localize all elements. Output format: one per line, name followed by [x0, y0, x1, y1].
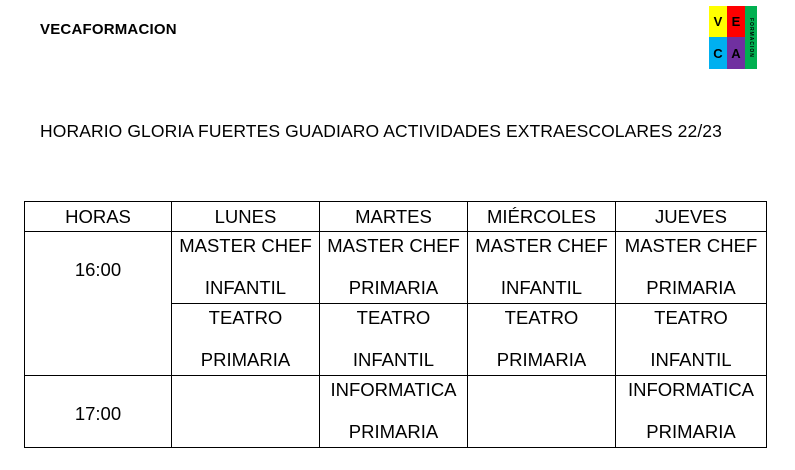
logo-letter-v: V — [709, 6, 727, 37]
activity-cell — [320, 304, 468, 376]
brand-name: VECAFORMACION — [40, 21, 177, 38]
activity-level: INFANTIL — [500, 277, 583, 298]
activity-cell — [320, 232, 468, 304]
activity-level: INFANTIL — [204, 277, 287, 298]
logo-side-band — [745, 6, 757, 69]
vecaformacion-logo — [709, 6, 757, 69]
time-cell — [25, 232, 172, 376]
header-martes: MARTES — [320, 202, 468, 232]
activity-level: PRIMARIA — [646, 421, 736, 442]
time-label: 17:00 — [74, 403, 122, 424]
activity-cell — [616, 304, 767, 376]
activity-level: INFANTIL — [650, 349, 732, 370]
activity-level: INFANTIL — [352, 349, 435, 370]
logo-letter-e: E — [727, 6, 745, 37]
activity-cell — [172, 304, 320, 376]
schedule-title: HORARIO GLORIA FUERTES GUADIARO ACTIVIDADES EXTRAESCOLARES 22/23 — [40, 121, 722, 141]
time-label: 16:00 — [74, 259, 122, 280]
logo-side-text: FORMACION — [748, 17, 754, 58]
activity-cell — [468, 232, 616, 304]
table-row — [25, 376, 767, 448]
activity-level: PRIMARIA — [200, 349, 291, 370]
activity-name: TEATRO — [356, 307, 431, 328]
activity-name: MASTER CHEF — [179, 235, 312, 256]
schedule-table — [24, 201, 767, 448]
empty-cell — [468, 376, 616, 448]
activity-name: MASTER CHEF — [624, 235, 758, 256]
activity-level: PRIMARIA — [646, 277, 736, 298]
header-horas: HORAS — [25, 202, 172, 232]
activity-name: TEATRO — [504, 307, 579, 328]
header-row — [25, 202, 767, 232]
table-row — [25, 232, 767, 304]
header-jueves: JUEVES — [616, 202, 767, 232]
activity-level: PRIMARIA — [348, 277, 439, 298]
activity-cell — [616, 376, 767, 448]
activity-name: INFORMATICA — [330, 379, 457, 400]
activity-level: PRIMARIA — [348, 421, 439, 442]
header-miercoles: MIÉRCOLES — [468, 202, 616, 232]
activity-cell — [172, 232, 320, 304]
activity-cell — [320, 376, 468, 448]
header-lunes: LUNES — [172, 202, 320, 232]
logo-letter-a: A — [727, 37, 745, 69]
activity-level: PRIMARIA — [496, 349, 587, 370]
activity-cell — [616, 232, 767, 304]
logo-letter-c: C — [709, 37, 727, 69]
activity-name: TEATRO — [654, 307, 728, 328]
activity-name: MASTER CHEF — [327, 235, 460, 256]
activity-cell — [468, 304, 616, 376]
activity-name: INFORMATICA — [627, 379, 755, 400]
empty-cell — [172, 376, 320, 448]
activity-name: TEATRO — [208, 307, 283, 328]
activity-name: MASTER CHEF — [475, 235, 608, 256]
time-cell — [25, 376, 172, 448]
